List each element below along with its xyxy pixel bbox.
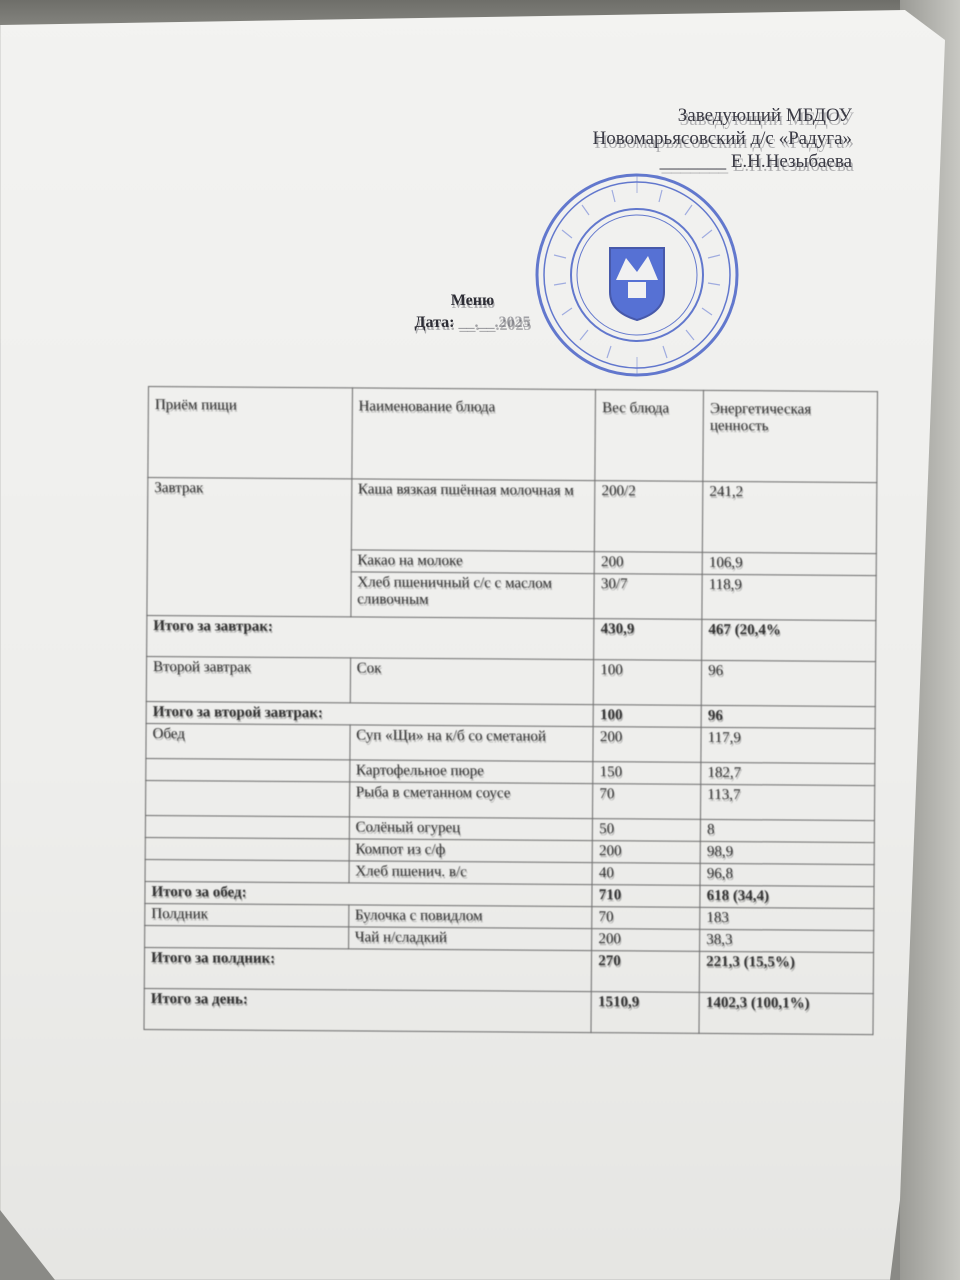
total-weight: 270 [592,951,700,993]
approval-institution: Новомарьясовский д/с «Радуга» [592,128,852,149]
energy-cell: 183 [700,907,874,930]
meal-breakfast: Завтрак [147,478,352,617]
meal-cell-empty [145,815,349,838]
dish-cell: Какао на молоке [351,550,595,574]
dish-cell: Компот из с/ф [349,839,593,863]
menu-heading: Меню [450,292,495,309]
energy-cell: 117,9 [701,727,875,763]
dish-cell: Хлеб пшеничный с/с с маслом сливочным [351,572,595,619]
total-weight: 710 [592,885,700,908]
table-row [147,478,876,554]
weight-cell: 150 [593,762,701,785]
weight-cell: 100 [594,660,702,706]
total-label: Итого за обед: [145,881,592,906]
total-row-breakfast [147,615,876,661]
dish-cell: Булочка с повидлом [348,905,592,929]
energy-cell: 96 [701,660,875,706]
meal-lunch: Обед [146,723,350,759]
energy-cell: 38,3 [700,929,874,952]
energy-cell: 106,9 [702,552,876,575]
energy-cell: 241,2 [702,481,876,553]
header-dish: Наименование блюда [351,388,595,481]
energy-cell: 98,9 [700,841,874,864]
weight-cell: 30/7 [594,574,702,620]
meal-second-breakfast: Второй завтрак [146,656,350,702]
meal-cell-empty [145,859,349,882]
dish-cell: Картофельное пюре [349,760,593,784]
energy-cell: 113,7 [701,784,875,820]
table-header-row [148,387,878,483]
total-label: Итого за полдник: [144,947,592,991]
dish-cell: Сок [350,658,594,705]
header-meal: Приём пищи [148,387,352,479]
weight-cell: 200 [593,727,701,763]
meal-cell-empty [146,780,350,816]
weight-cell: 50 [593,819,701,842]
day-total-label: Итого за день: [144,988,592,1032]
meal-cell-empty [145,925,349,948]
day-total-energy: 1402,3 (100,1%) [699,992,873,1034]
dish-cell: Хлеб пшенич. в/с [349,861,593,885]
weight-cell: 200/2 [595,481,703,553]
menu-table [144,386,878,1035]
meal-snack: Полдник [145,903,349,926]
total-weight: 430,9 [594,619,702,661]
total-energy: 96 [701,705,875,728]
total-energy: 221,3 (15,5%) [699,951,873,993]
weight-cell: 200 [592,929,700,952]
weight-cell: 70 [593,784,701,820]
weight-cell: 200 [594,552,702,575]
total-row-day [144,988,873,1034]
total-label: Итого за второй завтрак: [146,701,593,726]
total-weight: 100 [593,705,701,728]
energy-cell: 96,8 [700,863,874,886]
energy-cell: 118,9 [702,574,876,620]
approval-signature: _______ Е.Н.Незыбаева [659,151,852,172]
dish-cell: Каша вязкая пшённая молочная м [351,479,595,552]
energy-cell: 182,7 [701,762,875,785]
weight-cell: 70 [592,907,700,930]
menu-date-value: __.__.2025 [458,314,531,331]
table-row [146,656,875,706]
dish-cell: Солёный огурец [349,817,593,841]
total-row-snack [144,947,873,993]
header-weight: Вес блюда [595,390,703,482]
header-energy: Энергетическая ценность [703,390,877,482]
meal-cell-empty [146,758,350,781]
total-energy: 467 (20,4% [702,619,876,661]
total-energy: 618 (34,4) [700,885,874,908]
meal-cell-empty [145,837,349,860]
weight-cell: 200 [592,841,700,864]
dish-cell: Суп «Щи» на к/б со сметаной [350,725,594,762]
table-row [146,723,875,763]
dish-cell: Рыба в сметанном соусе [349,782,593,819]
energy-cell: 8 [700,819,874,842]
weight-cell: 40 [592,863,700,886]
day-total-weight: 1510,9 [591,992,699,1034]
dish-cell: Чай н/сладкий [348,927,592,951]
menu-date-label: Дата: [414,314,455,331]
approval-position: Заведующий МБДОУ [677,105,852,126]
table-row [146,780,875,820]
total-label: Итого за завтрак: [147,615,595,659]
